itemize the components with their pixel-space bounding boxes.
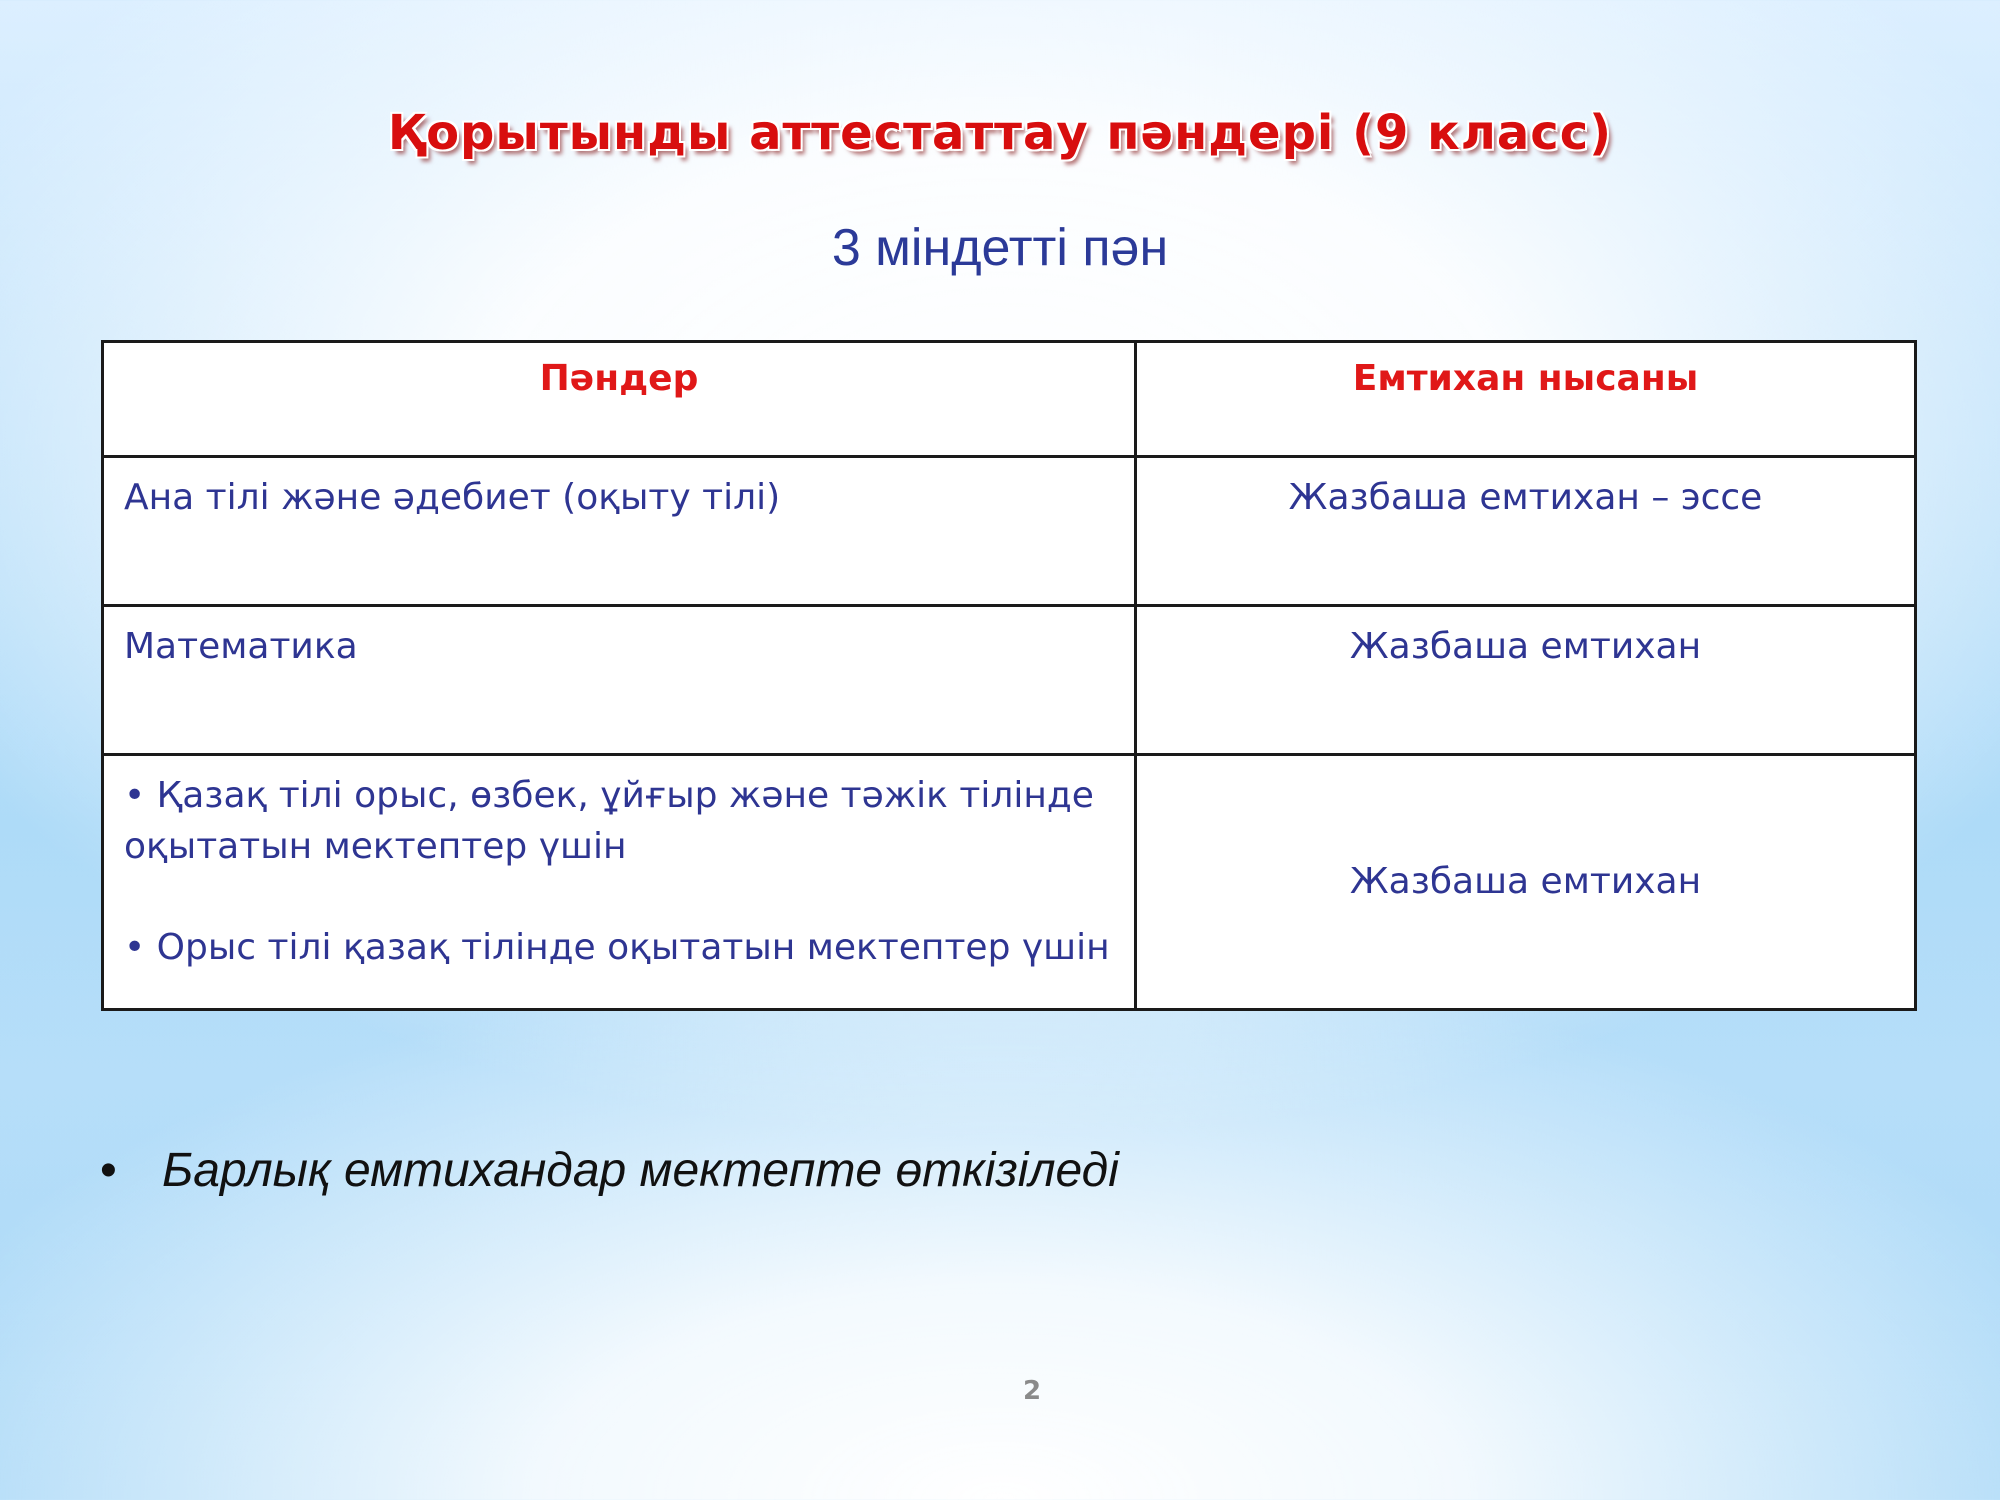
exam-form-cell: Жазбаша емтихан — [1136, 755, 1916, 1010]
exam-form-cell: Жазбаша емтихан – эссе — [1136, 457, 1916, 606]
subjects-table — [101, 340, 1917, 1011]
table-header-row — [103, 342, 1916, 457]
table-row — [103, 457, 1916, 606]
table-row — [103, 606, 1916, 755]
footer-note — [100, 1143, 1119, 1198]
footer-note-text: Барлық емтихандар мектепте өткізіледі — [162, 1144, 1119, 1197]
subject-cell: Ана тілі және әдебиет (оқыту тілі) — [103, 457, 1136, 606]
header-subjects: Пәндер — [103, 342, 1136, 457]
table-row — [103, 755, 1916, 1010]
subject-cell — [103, 755, 1136, 1010]
subject-cell: Математика — [103, 606, 1136, 755]
slide-subtitle: 3 міндетті пән — [831, 219, 1169, 277]
slide-title: Қорытынды аттестаттау пәндері (9 класс) — [387, 105, 1613, 161]
subject-bullet-item: • Орыс тілі қазақ тілінде оқытатын мектептер үшін — [124, 927, 1110, 969]
page-number: 2 — [1022, 1376, 1042, 1406]
subject-bullet-item: • Қазақ тілі орыс, өзбек, ұйғыр және тәжік тілінде оқытатын мектептер үшін — [124, 775, 1094, 868]
exam-form-cell: Жазбаша емтихан — [1136, 606, 1916, 755]
header-exam-form: Емтихан нысаны — [1136, 342, 1916, 457]
bullet-marker: • — [100, 1144, 117, 1197]
